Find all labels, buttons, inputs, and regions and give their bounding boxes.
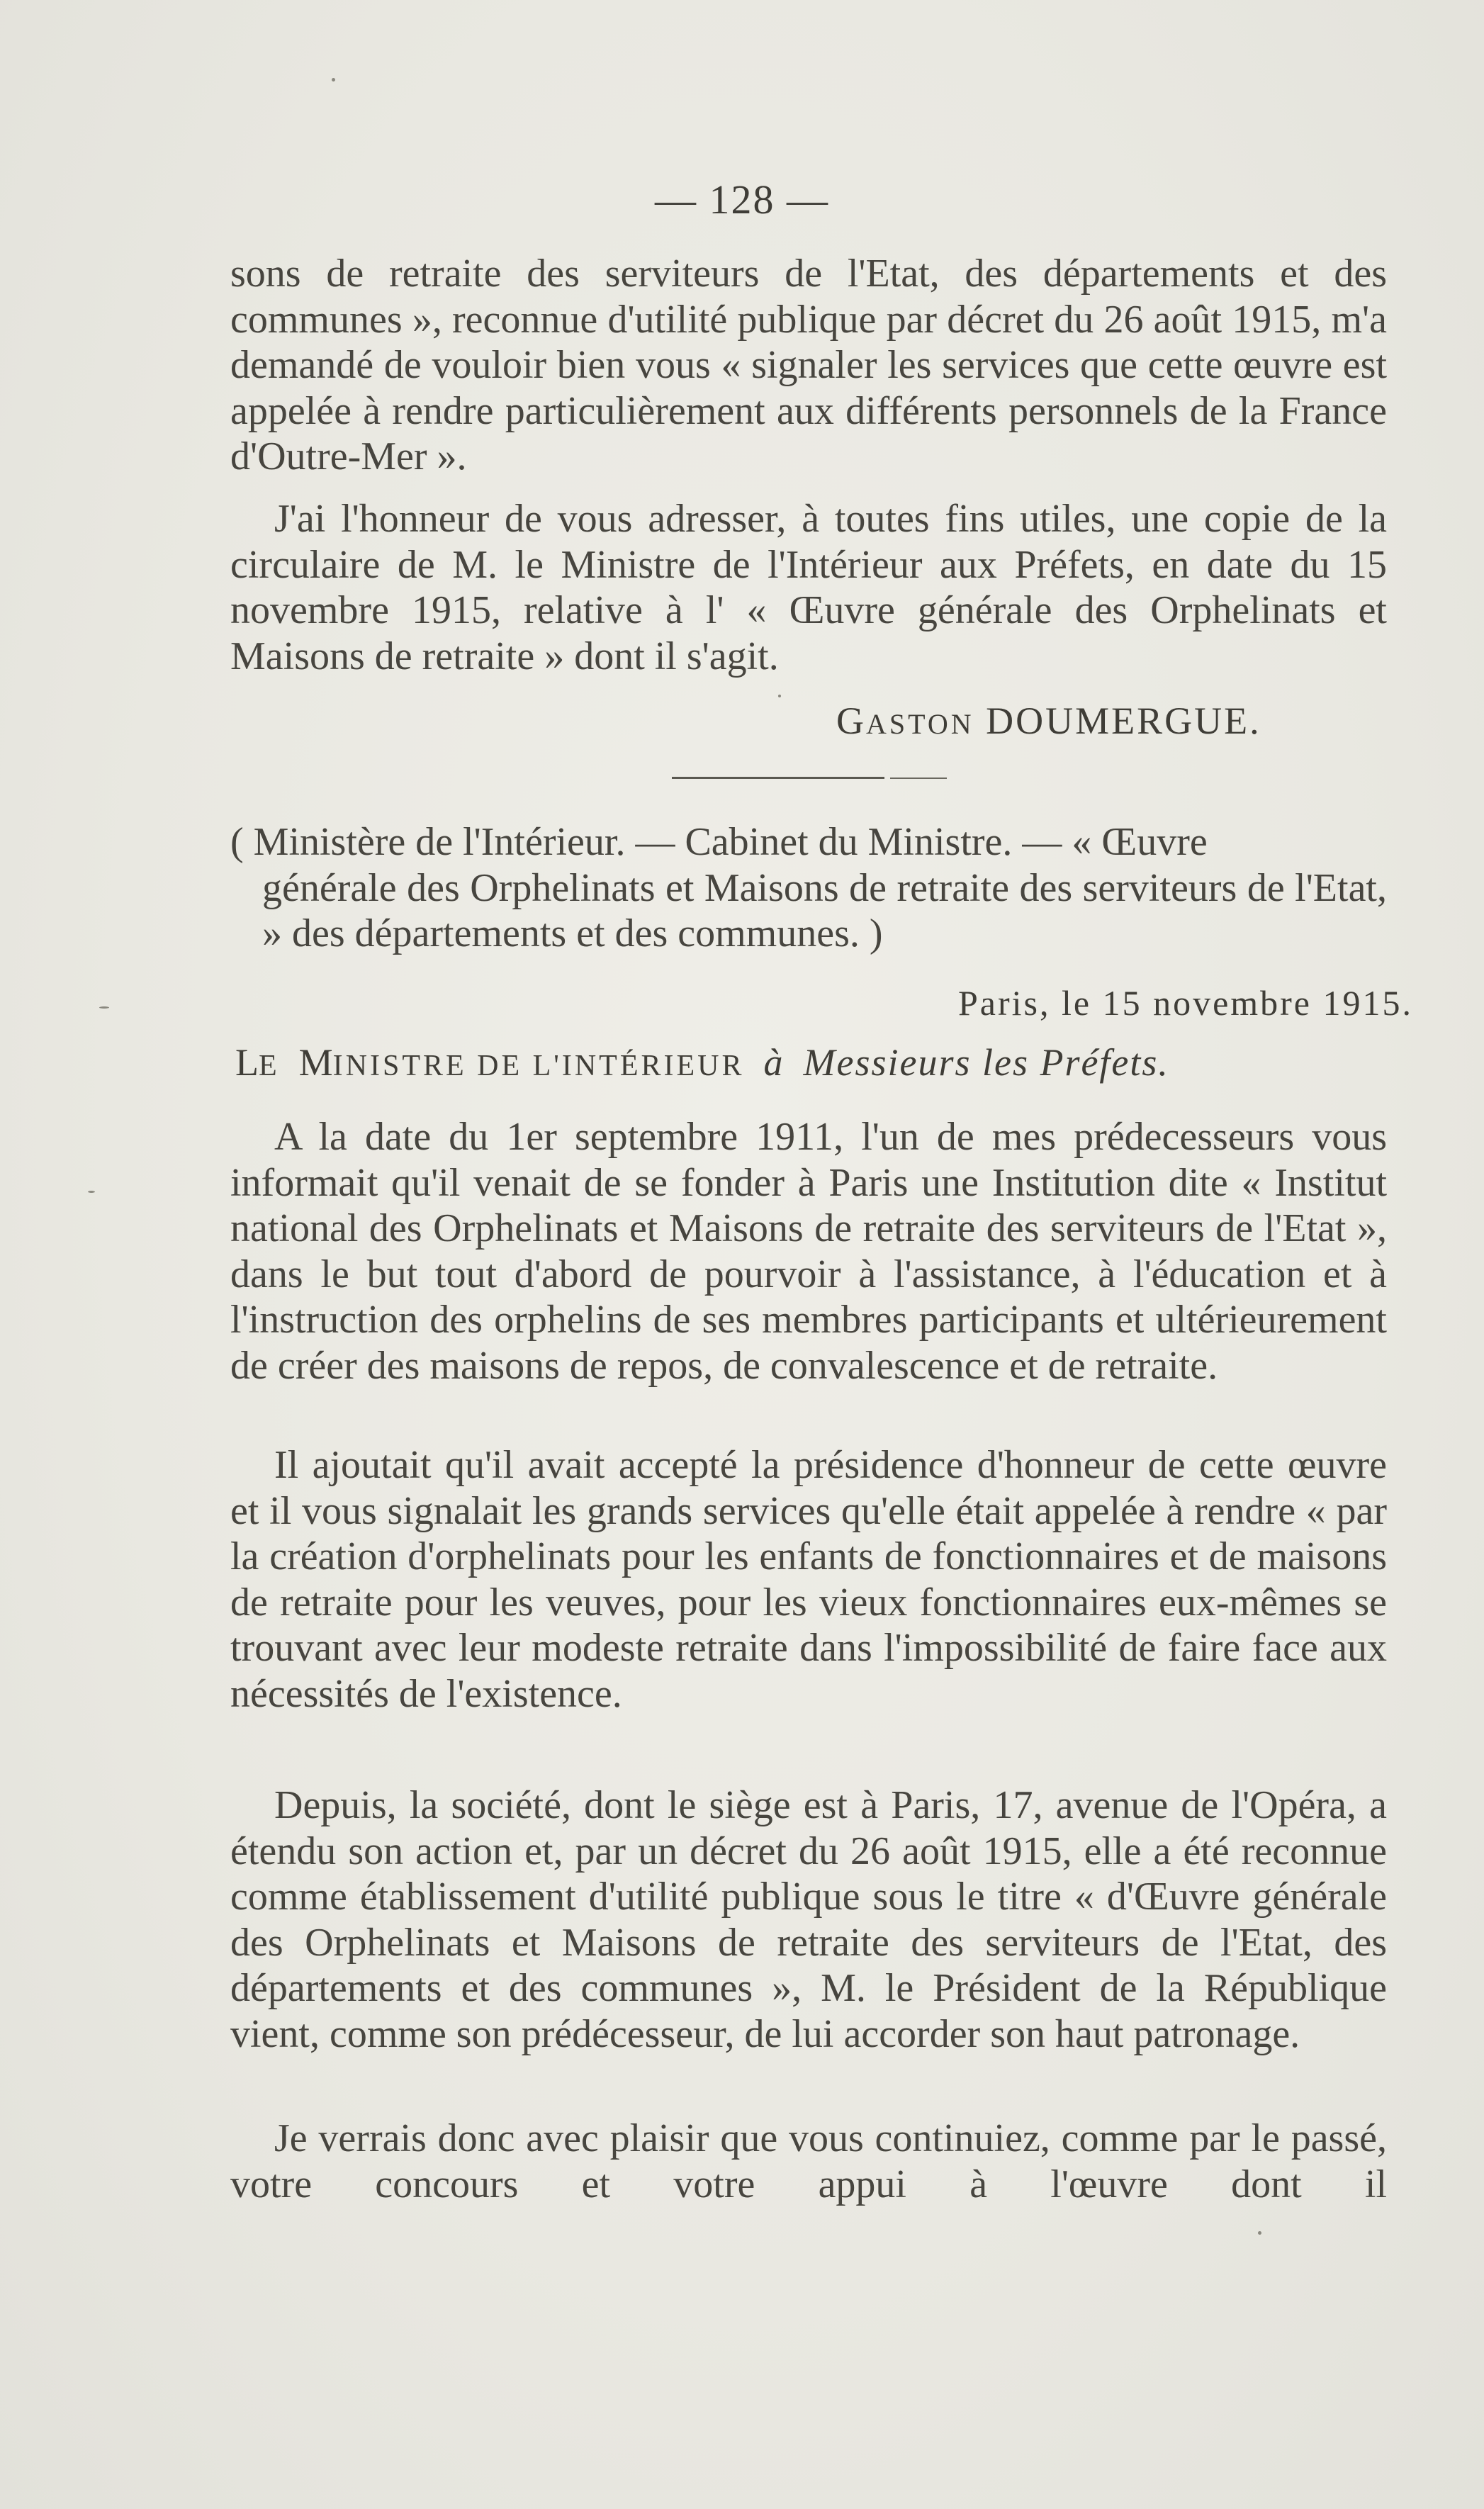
heading-line-first: ( Ministère de l'Intérieur. — Cabinet du Ministre. — « Œuvre <box>230 820 1208 864</box>
paragraph-history <box>230 1114 1387 1388</box>
paper-speck <box>778 695 781 697</box>
section-divider-tail <box>890 778 947 779</box>
paragraph-recognition <box>230 1783 1387 2057</box>
paper-speck <box>88 1191 95 1193</box>
paragraph-text: J'ai l'honneur de vous adresser, à toutes fins utiles, une copie de la circulaire de M. le Ministre de l'Intérieur aux Préfets, en date du 15 novembre 1915, relative à l' « Œuvre générale des Orphelinats et Maisons de retraite » dont il s'agit. <box>230 497 1387 678</box>
paragraph-text: Il ajoutait qu'il avait accepté la présidence d'honneur de cette œuvre et il vous signalait les grands services qu'elle était appelée à rendre « par la création d'orphelinats pour les enfants de fonctionnaires et de maisons de retraite pour les veuves, pour les vieux fonctionnaires eux-mêmes se trouvant avec leur modeste retraite dans l'impossibilité de faire face aux nécessités de l'existence. <box>230 1443 1387 1716</box>
address-a: à <box>763 1041 785 1084</box>
paragraph-text: A la date du 1er septembre 1911, l'un de mes prédecesseurs vous informait qu'il venait de se fonder à Paris une Institution dite « Institut national des Orphelinats et Maisons de retraite des serviteurs de l'Etat », dans le but tout d'abord de pourvoir à l'assistance, à l'éducation et à l'instruction des orphelins de ses membres participants et ultérieurement de créer des maisons de repos, de convalescence et de retraite. <box>230 1115 1387 1388</box>
paragraph-presidency <box>230 1442 1387 1717</box>
paragraph-text: sons de retraite des serviteurs de l'Etat, des départements et des communes », reconnue d'utilité publique par décret du 26 août 1915, m'a demandé de vouloir bien vous « signaler les services que cette œuvre est appelée à rendre particulièrement aux différents personnels de la France d'Outre-Mer ». <box>230 252 1387 478</box>
paragraph-request <box>230 2116 1387 2207</box>
page-number: — 128 — <box>655 176 829 223</box>
paragraph-text: Depuis, la société, dont le siège est à Paris, 17, avenue de l'Opéra, a étendu son action et, par un décret du 26 août 1915, elle a été reconnue comme établissement d'utilité publique sous le titre « d'Œuvre générale des Orphelinats et Maisons de retraite des serviteurs de l'Etat, des départements et des communes », M. le Président de la République vient, comme son prédécesseur, de lui accorder son haut patronage. <box>230 1783 1387 2056</box>
circular-heading <box>230 819 1387 957</box>
dateline: Paris, le 15 novembre 1915. <box>957 983 1413 1023</box>
signature <box>836 699 1261 743</box>
section-divider <box>672 777 884 779</box>
paragraph-text: Je verrais donc avec plaisir que vous continuiez, comme par le passé, votre concours et votre appui à l'œuvre dont il <box>230 2116 1387 2206</box>
address-le-rest: E <box>259 1050 280 1082</box>
address-ministre-rest: INISTRE DE L'INTÉRIEUR <box>332 1050 745 1082</box>
heading-line-rest: générale des Orphelinats et Maisons de retraite des serviteurs de l'Etat, » des départements et des communes. ) <box>262 865 1387 955</box>
signature-initial: G <box>836 700 866 742</box>
paper-speck <box>1258 2231 1261 2235</box>
paragraph-continuation <box>230 251 1387 480</box>
signature-surname: DOUMERGUE. <box>986 700 1261 742</box>
paper-speck <box>99 1006 109 1009</box>
address-line <box>235 1040 1355 1084</box>
paragraph-transmission <box>230 496 1387 679</box>
signature-firstname: ASTON <box>866 708 974 740</box>
address-le-initial: L <box>235 1041 259 1084</box>
address-ministre-initial: M <box>298 1041 333 1084</box>
paper-speck <box>332 78 335 82</box>
address-recipients: Messieurs les Préfets. <box>803 1041 1169 1084</box>
